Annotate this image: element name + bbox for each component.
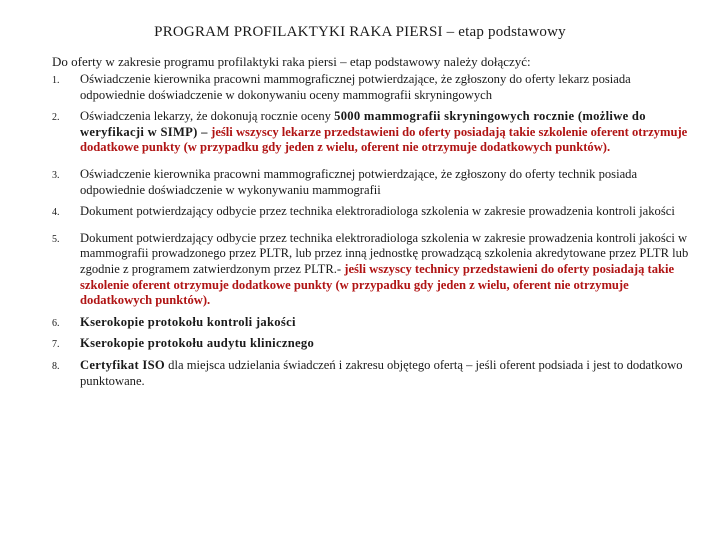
item-number: 7.	[52, 339, 60, 351]
intro-text: Do oferty w zakresie programu profilaktyki raka piersi – etap podstawowy należy dołączyć:	[52, 54, 531, 69]
item-text: Dokument potwierdzający odbycie przez technika elektroradiologa szkolenia w zakresie prowadzenia kontroli jakości	[80, 204, 675, 219]
item-number: 4.	[52, 207, 60, 219]
item-text: dla miejsca udzielania świadczeń i zakresu objętego ofertą – jeśli oferent podsiada i jest to dodatkowo punktowane.	[80, 357, 683, 388]
item-number: 6.	[52, 317, 60, 329]
item-text: Kserokopie protokołu audytu klinicznego	[80, 336, 315, 351]
item-number: 2.	[52, 112, 60, 124]
item-number: 5.	[52, 233, 60, 245]
list-item-1	[52, 72, 692, 103]
item-text: Kserokopie protokołu kontroli jakości	[80, 314, 296, 329]
list-item-4	[52, 204, 692, 220]
item-text-bold: 5000 mammografii skryningowych rocznie (możliwe do weryfikacji w SIMP) –	[80, 109, 646, 139]
item-text-highlight: jeśli wszyscy technicy przedstawieni do oferty posiadają takie szkolenie oferent otrzymuje dodatkowe punkty (w przypadku gdy jeden z wielu, oferent nie otrzymuje dodatkowych punktów).	[80, 261, 675, 308]
requirements-list	[52, 72, 692, 395]
list-item-8	[52, 358, 692, 389]
item-text: Oświadczenia lekarzy, że dokonują rocznie oceny	[80, 109, 335, 124]
list-item-7	[52, 336, 692, 352]
list-item-5	[52, 231, 692, 309]
item-text: Oświadczenie kierownika pracowni mammograficznej potwierdzające, że zgłoszony do oferty technik posiada odpowiednie doświadczenie w wykonywaniu mammografii	[80, 166, 638, 197]
item-number: 3.	[52, 169, 60, 181]
item-text: Dokument potwierdzający odbycie przez technika elektroradiologa szkolenia w zakresie prowadzenia kontroli jakości w mammografii prowadzonego przez PLTR, lub przez inną jednostkę prowadzącą szkolenia akredytowane przez PLTR lub zgodnie z programem zatwierdzonym przez PLTR.-	[80, 230, 689, 276]
list-item-6	[52, 315, 692, 331]
item-text-highlight: jeśli wszyscy lekarze przedstawieni do oferty posiadają takie szkolenie oferent otrzymuje dodatkowe punkty (w przypadku gdy jeden z wielu, oferent nie otrzymuje dodatkowych punktów).	[80, 124, 688, 155]
list-item-3	[52, 167, 692, 198]
list-item-2	[52, 109, 692, 156]
item-number: 1.	[52, 75, 60, 86]
item-text: Oświadczenie kierownika pracowni mammograficznej potwierdzające, że zgłoszony do oferty lekarz posiada odpowiednie doświadczenie w dokonywaniu oceny mammografii skryningowych	[80, 72, 631, 102]
item-text-bold: Certyfikat ISO	[80, 357, 166, 372]
page-title: PROGRAM PROFILAKTYKI RAKA PIERSI – etap podstawowy	[154, 24, 566, 40]
item-number: 8.	[52, 360, 60, 372]
